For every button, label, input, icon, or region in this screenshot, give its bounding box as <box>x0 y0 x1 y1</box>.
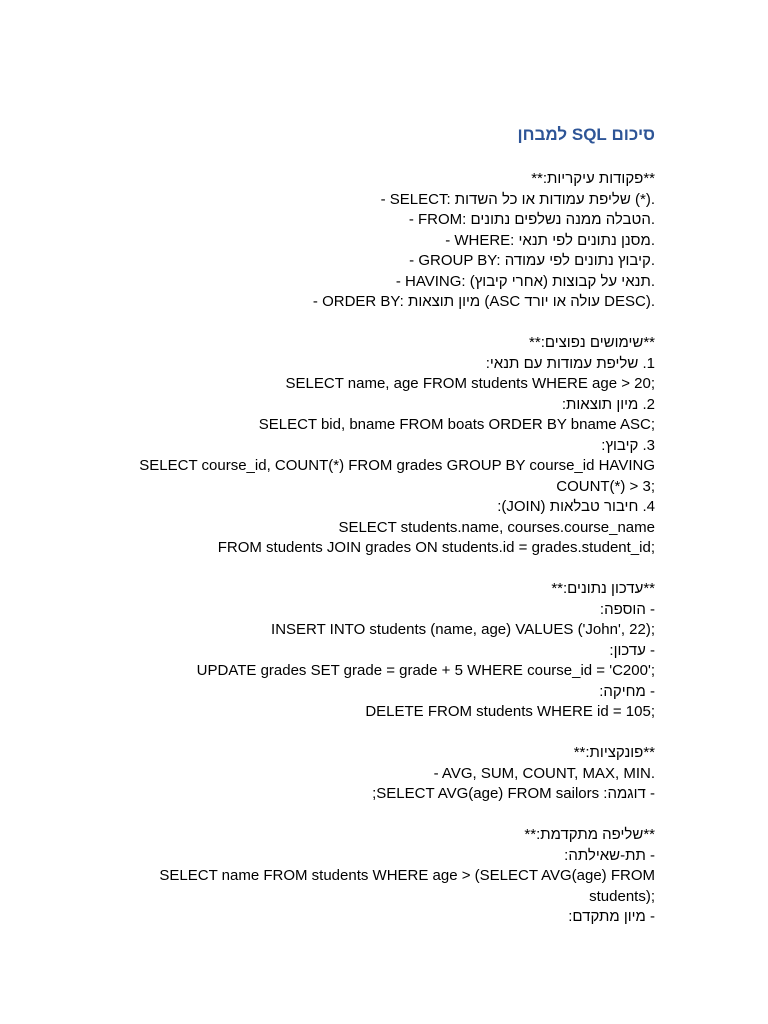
code-line: students); <box>589 887 655 905</box>
section-heading-main-commands: **פקודות עיקריות:** <box>531 170 655 187</box>
code-line: SELECT course_id, COUNT(*) FROM grades GROUP BY course_id HAVING <box>139 457 655 474</box>
text-line: - SELECT: שליפת עמודות או כל השדות (*). <box>380 190 655 208</box>
text-line: - הוספה: <box>599 600 655 618</box>
section-heading-data-update: **עדכון נתונים:** <box>551 580 655 597</box>
text-line: - דוגמה: SELECT AVG(age) FROM sailors; <box>372 785 655 802</box>
code-line: SELECT name, age FROM students WHERE age > 20; <box>285 375 655 392</box>
document-title: סיכום SQL למבחן <box>517 125 655 144</box>
text-line: - מיון מתקדם: <box>568 908 655 925</box>
text-line: - WHERE: מסנן נתונים לפי תנאי. <box>445 231 655 249</box>
code-line: INSERT INTO students (name, age) VALUES ('John', 22); <box>271 621 655 638</box>
code-line: UPDATE grades SET grade = grade + 5 WHERE course_id = 'C200'; <box>196 662 655 679</box>
section-heading-common-uses: **שימושים נפוצים:** <box>529 334 655 351</box>
text-line: - ORDER BY: מיון תוצאות (ASC עולה או יורד DESC). <box>312 293 655 310</box>
document-body <box>115 169 655 928</box>
code-line: SELECT bid, bname FROM boats ORDER BY bname ASC; <box>258 416 655 433</box>
section-heading-functions: **פונקציות:** <box>573 744 655 761</box>
text-line: 3. קיבוץ: <box>601 436 655 454</box>
text-line: - תת-שאילתה: <box>564 846 655 864</box>
text-line: - AVG, SUM, COUNT, MAX, MIN. <box>433 764 655 782</box>
code-line: SELECT students.name, courses.course_name <box>338 518 655 536</box>
paragraph-spacer <box>115 559 655 580</box>
paragraph-spacer <box>115 313 655 334</box>
text-line: 4. חיבור טבלאות (JOIN): <box>497 498 655 515</box>
text-line: - HAVING: תנאי על קבוצות (אחרי קיבוץ). <box>395 272 655 290</box>
text-line: - GROUP BY: קיבוץ נתונים לפי עמודה. <box>409 252 655 269</box>
code-line: FROM students JOIN grades ON students.id = grades.student_id; <box>217 539 655 556</box>
text-line: 1. שליפת עמודות עם תנאי: <box>485 354 655 372</box>
text-line: 2. מיון תוצאות: <box>561 395 655 413</box>
text-line: - עדכון: <box>609 641 655 659</box>
code-line: DELETE FROM students WHERE id = 105; <box>365 703 655 720</box>
section-heading-advanced-queries: **שליפה מתקדמת:** <box>524 826 655 843</box>
code-line: SELECT name FROM students WHERE age > (SELECT AVG(age) FROM <box>159 867 655 884</box>
text-line: - מחיקה: <box>599 682 655 700</box>
paragraph-spacer <box>115 805 655 826</box>
text-line: - FROM: הטבלה ממנה נשלפים נתונים. <box>408 211 655 228</box>
code-line: COUNT(*) > 3; <box>556 477 655 495</box>
paragraph-spacer <box>115 723 655 744</box>
